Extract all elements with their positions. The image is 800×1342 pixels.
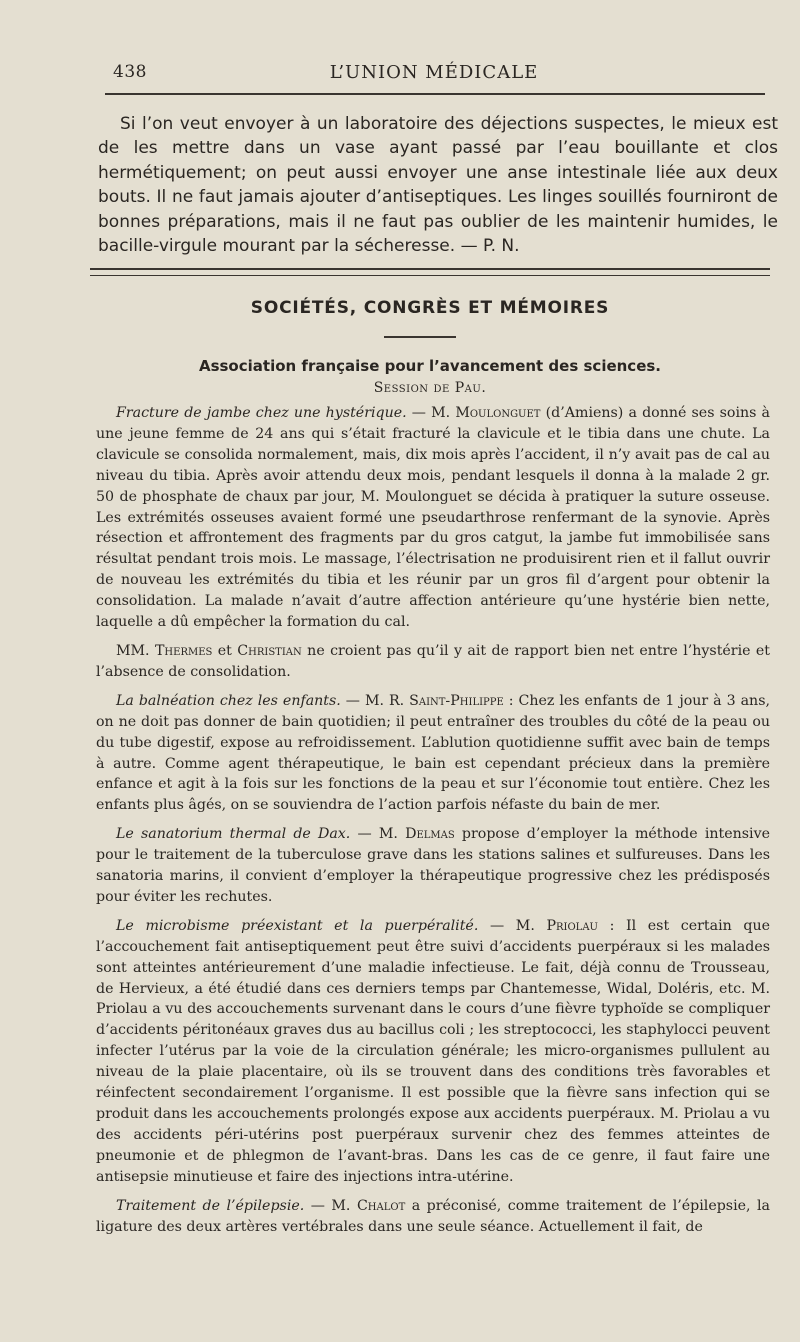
association-title: Association française pour l’avancement des sciences.: [198, 357, 662, 375]
paragraph-dash: — M.: [304, 1197, 357, 1214]
header-rule: [105, 93, 765, 95]
paragraph-dash: — M.: [350, 826, 406, 843]
paragraph-author: Saint-Philippe: [409, 692, 504, 709]
paragraph-text: ne croient pas qu’il y ait de rapport bien net entre l’hystérie et l’absence de consolidation.: [96, 642, 770, 680]
running-title: L’UNION MÉDICALE: [329, 62, 539, 83]
paragraph-lead: MM.: [116, 642, 155, 659]
section-title: SOCIÉTÉS, CONGRÈS ET MÉMOIRES: [250, 298, 610, 318]
paragraph-sanatorium: [96, 824, 770, 908]
paragraph-text: : Chez les enfants de 1 jour à 3 ans, on ne doit pas donner de bain quotidien; il peut entraîner des troubles du côté de la peau ou du tube digestif, expose au refroidissement. L’ablution quotidienne suffit avec bain de temps à autre. Comme agent thérapeutique, le bain est cependant précieux dans la première enfance et agit à la fois sur les fonctions de la peau et sur l’économie tout entière. Chez les enfants plus âgés, on se souviendra de l’action parfois néfaste du bain de mer.: [96, 692, 770, 814]
paragraph-text: (d’Amiens) a donné ses soins à une jeune femme de 24 ans qui s’était fracturé la clavicule et le tibia dans une chute. La clavicule se consolida normalement, mais, dix mois après l’accident, il n’y avait pas de cal au niveau du tibia. Après avoir attendu deux mois, pendant lesquels il donna à la malade 2 gr. 50 de phosphate de chaux par jour, M. Moulonguet se décida à pratiquer la suture osseuse. Les extrémités osseuses avaient formé une pseudarthrose renfermant de la synovie. Après résection et affrontement des fragments par du gros catgut, la jambe fut immobilisée sans résultat pendant trois mois. Le massage, l’électrisation ne produisirent rien et il fallut ouvrir de nouveau les extrémités du tibia et les réunir par un gros fil d’argent pour obtenir la consolidation. La malade n’avait d’autre affection antérieure qu’une hystérie bien nette, laquelle a dû empêcher la formation du cal.: [96, 405, 771, 631]
paragraph-dash: — M. R.: [340, 692, 410, 709]
article-body: [96, 403, 770, 1245]
paragraph-epilepsie: [96, 1196, 770, 1238]
paragraph-microbisme: [96, 916, 770, 1188]
paragraph-conjunction: et: [212, 642, 238, 659]
paragraph-text: a préconisé, comme traitement de l’épilepsie, la ligature des deux artères vertébrales dans une seule séance. Actuellement il fait, de: [96, 1197, 770, 1235]
paragraph-author: Christian: [237, 642, 302, 659]
intro-paragraph: Si l’on veut envoyer à un laboratoire des déjections suspectes, le mieux est de les mettre dans un vase ayant passé par l’eau bouillante et clos hermétiquement; on peut aussi envoyer une anse intestinale liée aux deux bouts. Il ne faut jamais ajouter d’antiseptiques. Les linges souillés fourniront de bonnes préparations, mais il ne faut pas oublier de les maintenir humides, le bacille-virgule mourant par la sécheresse. — P. N.: [98, 114, 778, 257]
section-divider: [90, 268, 770, 276]
paragraph-dash: — M.: [478, 917, 547, 934]
session-subtitle: Session de Pau.: [373, 380, 487, 396]
paragraph-fracture: [96, 403, 770, 633]
paragraph-title: Le sanatorium thermal de Dax.: [116, 826, 351, 843]
paragraph-text: : Il est certain que l’accouchement fait antiseptiquement peut être suivi d’accidents puerpéraux si les malades sont atteintes antérieurement d’une maladie infectieuse. Le fait, déjà connu de Trousseau, de Hervieux, a été étudié dans ces derniers temps par Chantemesse, Widal, Doléris, etc. M. Priolau a vu des accouchements survenant dans le cours d’une fièvre typhoïde se compliquer d’accidents péritonéaux graves dus au bacillus coli ; les streptococci, les staphylocci peuvent infecter l’utérus par la voie de la circulation générale; les micro-organismes pullulent au niveau de la plaie placentaire, où ils se trouvent dans des conditions très favorables et réinfectent secondairement l’organisme. Il est possible que la fièvre sans infection qui se produit dans les accouchements prolongés expose aux accidents puerpéraux. M. Priolau a vu des accidents péri-utérins post puerpéraux survenir chez des femmes atteintes de pneumonie et de phlegmon de l’avant-bras. Dans les cas de ce genre, il faut faire une antisepsie minutieuse et faire des injections intra-utérine.: [96, 917, 770, 1185]
paragraph-author: Priolau: [546, 917, 598, 934]
paragraph-author: Thermes: [154, 642, 213, 659]
paragraph-title: Traitement de l’épilepsie.: [116, 1197, 305, 1214]
paragraph-title: La balnéation chez les enfants.: [116, 692, 341, 709]
paragraph-author: Moulonguet: [455, 405, 541, 421]
section-title-rule: [384, 336, 456, 338]
paragraph-title: Fracture de jambe chez une hystérique.: [116, 405, 407, 421]
paragraph-author: Delmas: [405, 826, 455, 843]
page-number: 438: [113, 62, 147, 82]
paragraph-discussion: [96, 641, 770, 683]
paragraph-author: Chalot: [356, 1197, 406, 1214]
page-header: [95, 58, 773, 88]
paragraph-title: Le microbisme préexistant et la puerpéralité.: [116, 917, 479, 934]
paragraph-text: propose d’employer la méthode intensive pour le traitement de la tuberculose grave dans les stations salines et sulfureuses. Dans les sanatoria marins, il convient d’employer la thérapeutique progressive chez les prédisposés pour éviter les rechutes.: [96, 826, 770, 905]
paragraph-dash: — M.: [406, 405, 456, 421]
paragraph-balneation: [96, 691, 770, 816]
